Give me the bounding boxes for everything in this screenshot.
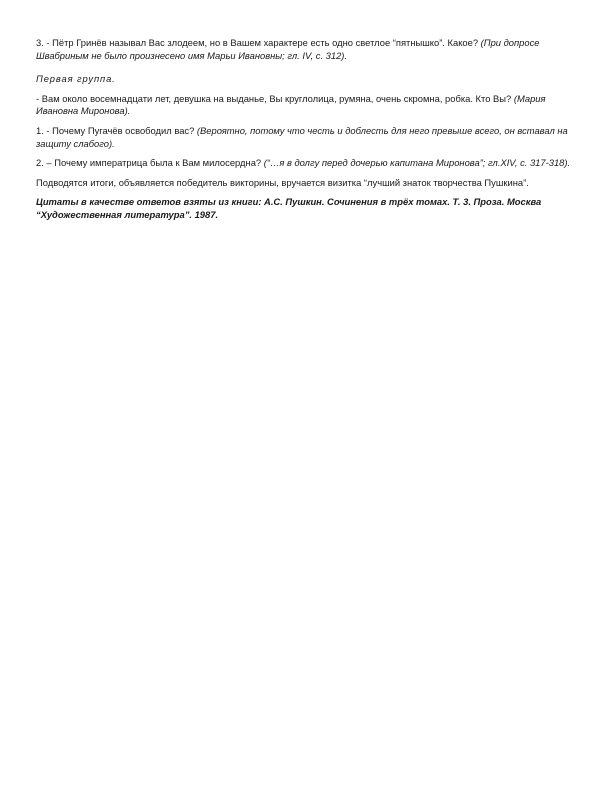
question-3-answer: (При допросе Швабриным не было произнесено имя Марьи Ивановны; гл. IV, с. 312). <box>36 37 540 61</box>
riddle-text: - Вам около восемнадцати лет, девушка на выданье, Вы круглолица, румяна, очень скромна, робка. Кто Вы? <box>36 92 514 104</box>
question-1 <box>36 125 580 150</box>
group-heading: Первая группа. <box>36 73 116 85</box>
question-3 <box>36 37 580 62</box>
question-3-text: 3. - Пётр Гринёв называл Вас злодеем, но в Вашем характере есть одно светлое “пятнышко”. Какое? <box>36 37 481 48</box>
question-1-text: 1. - Почему Пугачёв освободил вас? <box>36 124 197 136</box>
question-1-answer: (Вероятно, потому что честь и доблесть для него превыше всего, он вставал на защиту слабого). <box>36 124 568 149</box>
document-page <box>36 37 580 229</box>
conclusion: Подводятся итоги, объявляется победитель викторины, вручается визитка “лучший знаток творчества Пушкина”. <box>36 176 529 188</box>
question-2 <box>36 157 580 170</box>
question-2-text: 2. – Почему императрица была к Вам милосердна? <box>36 157 264 169</box>
source-note: Цитаты в качестве ответов взяты из книги: А.С. Пушкин. Сочинения в трёх томах. Т. 3. Проза. Москва “Художественная литература”. 1987. <box>36 196 542 220</box>
riddle-answer: (Мария Ивановна Миронова). <box>36 92 546 117</box>
riddle <box>36 93 580 118</box>
question-2-answer: (“…я в долгу перед дочерью капитана Миронова”; гл.XIV, с. 317-318). <box>263 157 571 169</box>
